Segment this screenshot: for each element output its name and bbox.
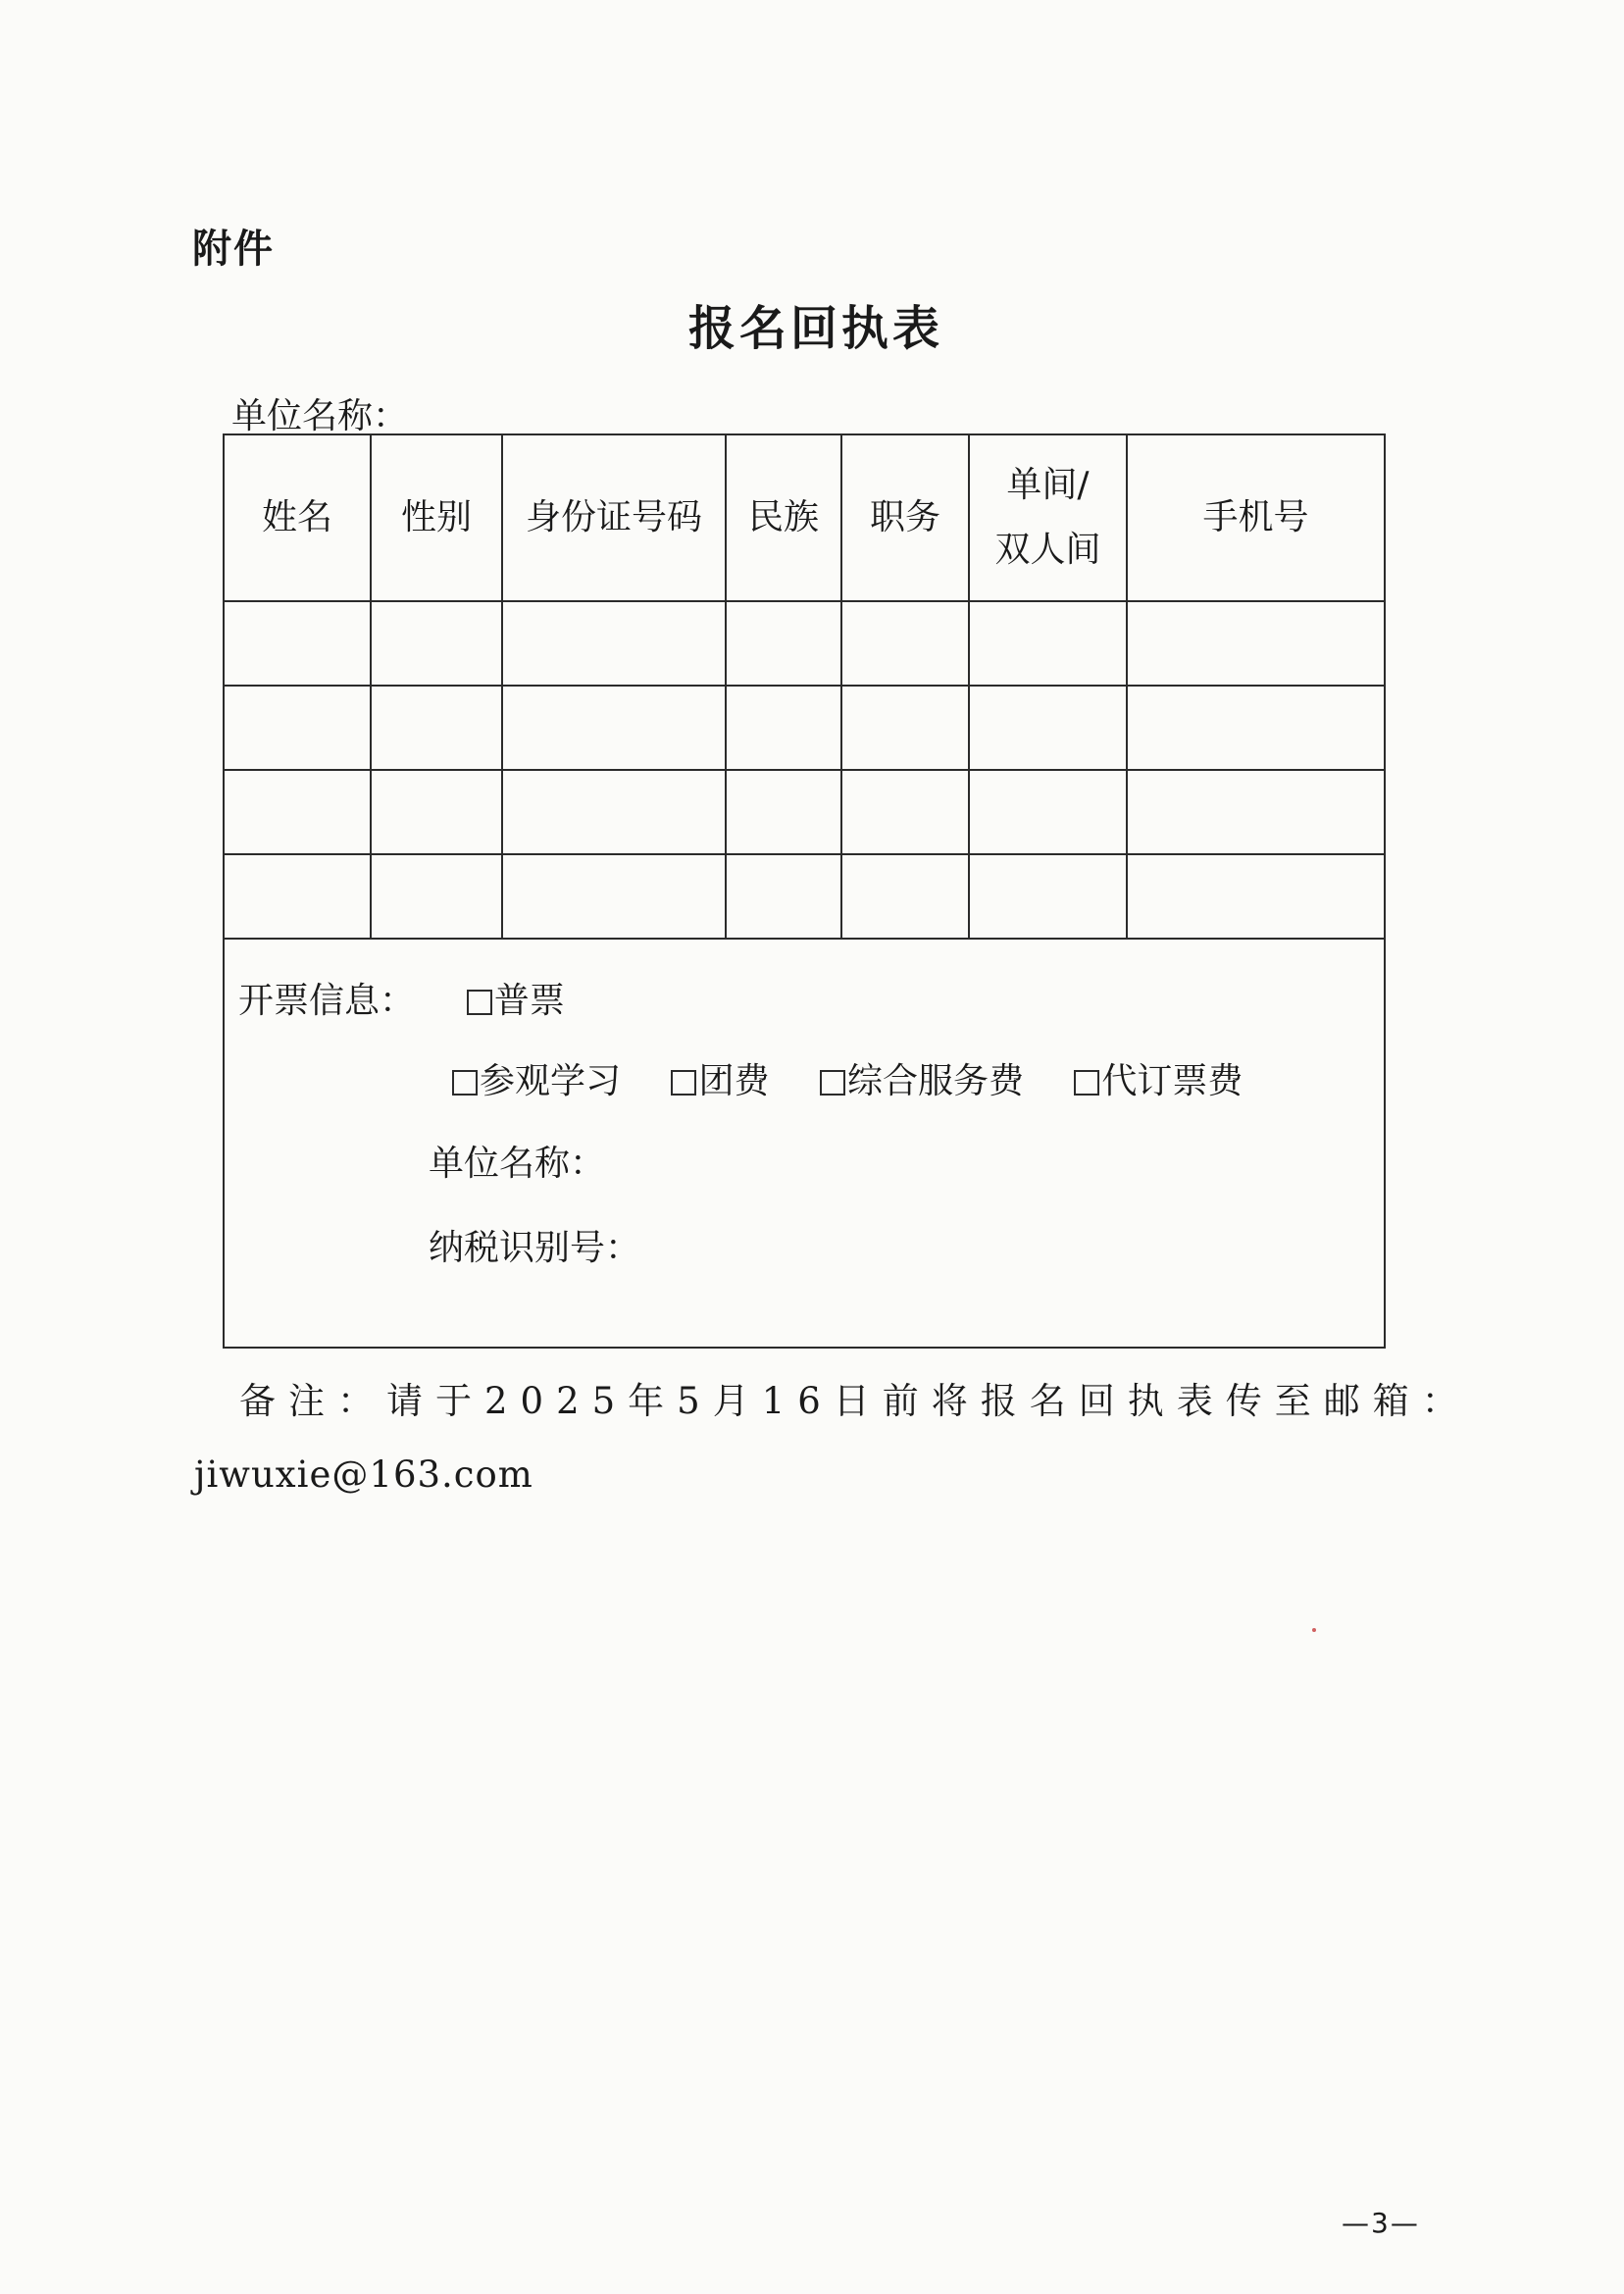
cell-ethnicity[interactable] [726, 601, 841, 686]
header-position: 职务 [841, 435, 969, 601]
cell-room-type[interactable] [969, 686, 1127, 770]
option-service-fee[interactable] [820, 1053, 1024, 1103]
invoice-section [225, 940, 1384, 1351]
cell-name[interactable] [225, 686, 371, 770]
cell-gender[interactable] [371, 686, 502, 770]
header-gender: 性别 [371, 435, 502, 601]
cell-position[interactable] [841, 686, 969, 770]
option-study-tour[interactable] [452, 1053, 621, 1103]
unit-name-label: 单位名称： [231, 396, 409, 436]
checkbox-icon[interactable] [820, 1070, 845, 1096]
cell-ethnicity[interactable] [726, 770, 841, 854]
table-row [225, 854, 1384, 939]
header-id-number: 身份证号码 [502, 435, 726, 601]
invoice-items-row [452, 1053, 1282, 1103]
cell-position[interactable] [841, 601, 969, 686]
email-address: jiwuxie@163.com [194, 1453, 533, 1496]
cell-ethnicity[interactable] [726, 686, 841, 770]
note-text: 备注：请于2025年5月16日前将报名回执表传至邮箱： [239, 1380, 1471, 1422]
invoice-type-row [238, 973, 604, 1023]
cell-id-number[interactable] [502, 854, 726, 939]
cell-phone[interactable] [1127, 601, 1384, 686]
table-row [225, 601, 1384, 686]
checkbox-icon[interactable] [1074, 1070, 1099, 1096]
header-ethnicity: 民族 [726, 435, 841, 601]
option-label: 普票 [493, 981, 565, 1021]
cell-position[interactable] [841, 770, 969, 854]
registration-form [223, 433, 1386, 1349]
invoice-unit-name-label: 单位名称： [429, 1144, 606, 1184]
invoice-tax-id-label: 纳税识别号： [429, 1228, 641, 1268]
table-row [225, 770, 1384, 854]
option-regular-invoice[interactable] [467, 973, 565, 1023]
cell-phone[interactable] [1127, 770, 1384, 854]
table-row [225, 686, 1384, 770]
cell-name[interactable] [225, 854, 371, 939]
option-label: 代订票费 [1101, 1061, 1243, 1101]
cell-name[interactable] [225, 770, 371, 854]
cell-room-type[interactable] [969, 854, 1127, 939]
cell-id-number[interactable] [502, 770, 726, 854]
attachment-label: 附件 [192, 227, 275, 272]
page-number: —3— [1342, 2207, 1420, 2239]
header-room-type-line1: 单间/ [1006, 465, 1090, 506]
cell-name[interactable] [225, 601, 371, 686]
option-label: 团费 [698, 1061, 770, 1101]
option-label: 综合服务费 [846, 1061, 1024, 1101]
scan-speck [1312, 1628, 1316, 1632]
option-label: 参观学习 [480, 1061, 622, 1101]
cell-position[interactable] [841, 854, 969, 939]
table-header-row [225, 435, 1384, 601]
option-group-fee[interactable] [671, 1053, 769, 1103]
invoice-label: 开票信息： [238, 981, 416, 1021]
header-phone: 手机号 [1127, 435, 1384, 601]
cell-phone[interactable] [1127, 854, 1384, 939]
cell-ethnicity[interactable] [726, 854, 841, 939]
cell-phone[interactable] [1127, 686, 1384, 770]
header-room-type [969, 435, 1127, 601]
registration-table [225, 435, 1384, 940]
cell-room-type[interactable] [969, 770, 1127, 854]
checkbox-icon[interactable] [452, 1070, 478, 1096]
cell-gender[interactable] [371, 770, 502, 854]
cell-id-number[interactable] [502, 686, 726, 770]
cell-room-type[interactable] [969, 601, 1127, 686]
cell-gender[interactable] [371, 854, 502, 939]
header-room-type-line2: 双人间 [994, 530, 1101, 570]
checkbox-icon[interactable] [467, 990, 492, 1015]
header-name: 姓名 [225, 435, 371, 601]
option-ticket-booking-fee[interactable] [1074, 1053, 1243, 1103]
page-title: 报名回执表 [687, 301, 943, 356]
checkbox-icon[interactable] [671, 1070, 696, 1096]
cell-gender[interactable] [371, 601, 502, 686]
cell-id-number[interactable] [502, 601, 726, 686]
